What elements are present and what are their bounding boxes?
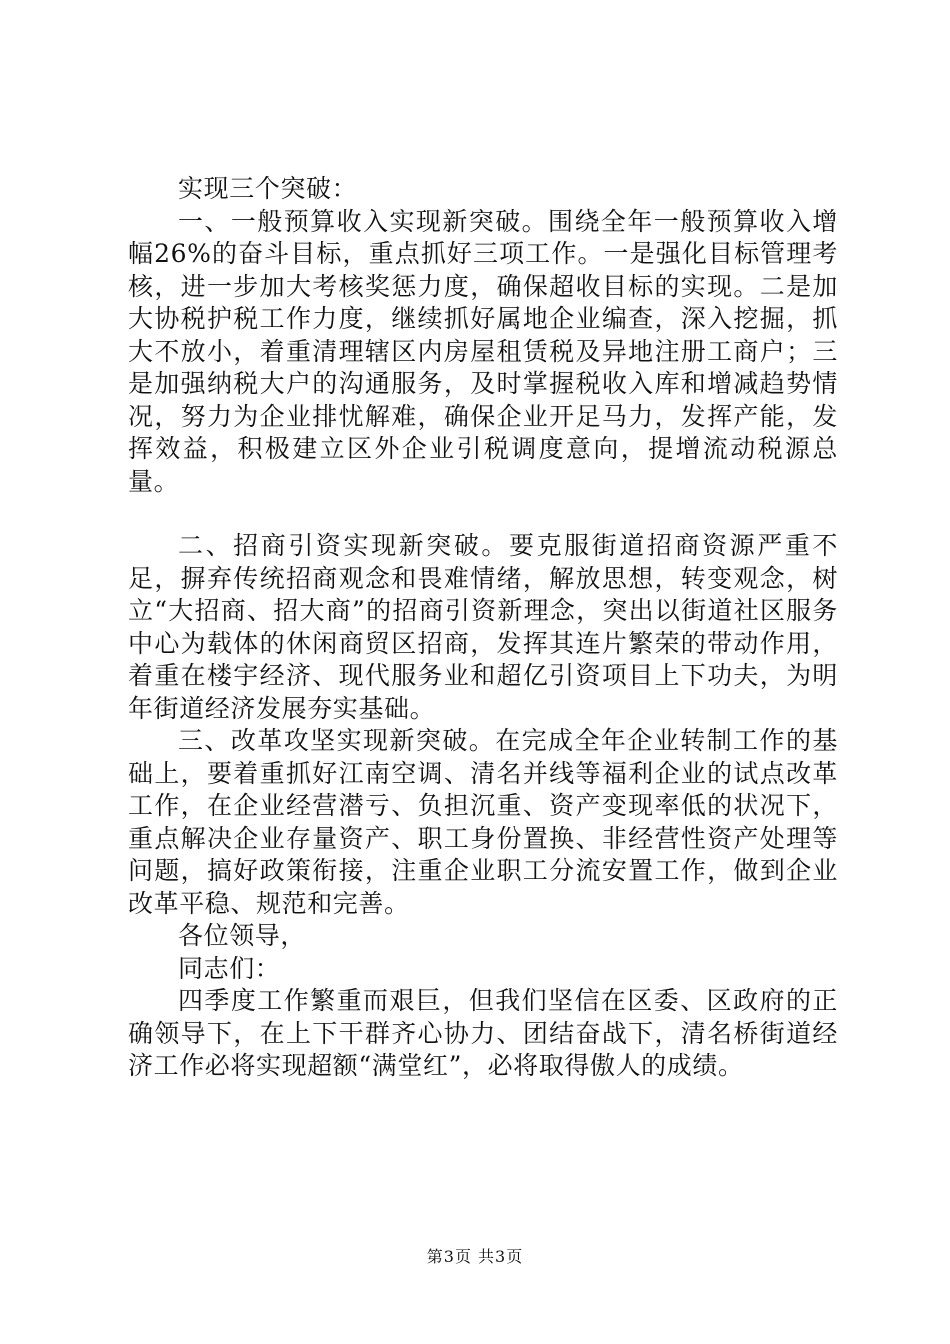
paragraph-heading: 实现三个突破：	[178, 174, 358, 203]
page-footer: 第3页 共3页	[426, 1247, 524, 1266]
document-body	[128, 173, 838, 1083]
paragraph-reform: 三、改革攻坚实现新突破。在完成全年企业转制工作的基础上，要着重抓好江南空调、清名并线等福利企业的试点改革工作，在企业经营潜亏、负担沉重、资产变现率低的状况下，重点解决企业存量资产、职工身份置换、非经营性资产处理等问题，搞好政策衔接，注重企业职工分流安置工作，做到企业改革平稳、规范和完善。	[128, 726, 838, 918]
paragraph-salutation-leaders: 各位领导，	[178, 921, 307, 950]
paragraph-investment: 二、招商引资实现新突破。要克服街道招商资源严重不足，摒弃传统招商观念和畏难情绪，解放思想，转变观念，树立“大招商、招大商”的招商引资新理念，突出以街道社区服务中心为载体的休闲商贸区招商，发挥其连片繁荣的带动作用，着重在楼宇经济、现代服务业和超亿引资项目上下功夫，为明年街道经济发展夯实基础。	[128, 531, 838, 723]
paragraph-salutation-comrades: 同志们：	[178, 953, 281, 983]
paragraph-closing: 四季度工作繁重而艰巨，但我们坚信在区委、区政府的正确领导下，在上下干群齐心协力、团结奋战下，清名桥街道经济工作必将实现超额“满堂红”，必将取得傲人的成绩。	[128, 986, 838, 1080]
paragraph-budget-revenue: 一、一般预算收入实现新突破。围绕全年一般预算收入增幅26%的奋斗目标，重点抓好三项工作。一是强化目标管理考核，进一步加大考核奖惩力度，确保超收目标的实现。二是加大协税护税工作力度，继续抓好属地企业编查，深入挖掘，抓大不放小，着重清理辖区内房屋租赁税及异地注册工商户；三是加强纳税大户的沟通服务，及时掌握税收入库和增减趋势情况，努力为企业排忧解难，确保企业开足马力，发挥产能，发挥效益，积极建立区外企业引税调度意向，提增流动税源总量。	[128, 206, 838, 496]
